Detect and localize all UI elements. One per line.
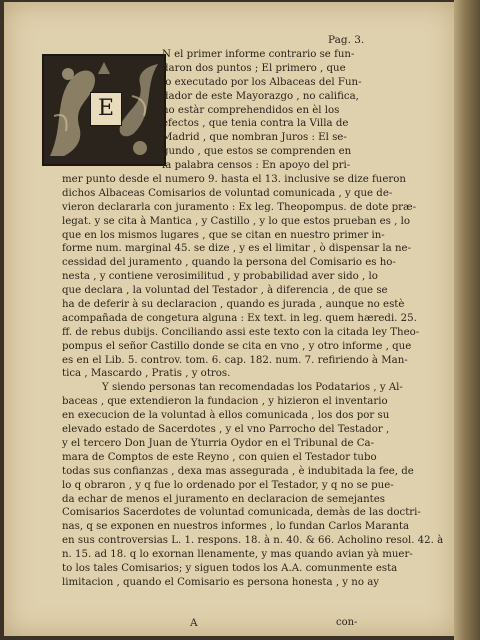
text-line: dador de este Mayorazgo , no califica, xyxy=(162,90,359,102)
text-line: N el primer informe contrario se fun- xyxy=(162,49,355,60)
text-line: en sus controversias L. 1. respons. 18. à n. 40. & 66. Acholino resol. 42. à xyxy=(62,535,444,547)
text-line: es en el Lib. 5. controv. tom. 6. cap. 182. num. 7. refiriendo à Man- xyxy=(62,354,408,366)
text-line: acompañada de congetura alguna : Ex text. in leg. quem hæredi. 25. xyxy=(62,312,417,324)
text-line: baceas , que extendieron la fundacion , y hizieron el inventario xyxy=(62,396,388,408)
text-line: cessidad del juramento , quando la persona del Comisario es ho- xyxy=(62,257,396,269)
text-line: ff. de rebus dubijs. Conciliando assi este texto con la citada ley Theo- xyxy=(62,326,420,338)
text-line: tica , Mascardo , Pratis , y otros. xyxy=(62,368,231,380)
text-line: legat. y se cita à Mantica , y Castillo , y lo que estos prueban es , lo xyxy=(62,215,411,227)
page-number: Pag. 3. xyxy=(328,34,365,46)
text-line: gundo , que estos se comprenden en xyxy=(162,146,352,158)
text-line: la palabra censos : En apoyo del pri- xyxy=(162,160,351,172)
text-line: efectos , que tenia contra la Villa de xyxy=(162,118,349,130)
text-line: to los tales Comisarios; y siguen todos los A.A. comunmente esta xyxy=(62,562,398,574)
text-line: Madrid , que nombran Juros : El se- xyxy=(162,132,347,144)
text-line: ha de deferir à su declaracion , quando es jurada , aunque no estè xyxy=(62,299,405,311)
text-line: pompus el señor Castillo donde se cita en vno , y otro informe , que xyxy=(62,340,412,352)
text-line: elevado estado de Sacerdotes , y el vno Parrocho del Testador , xyxy=(62,424,390,436)
text-line: y el tercero Don Juan de Yturria Oydor en el Tribunal de Ca- xyxy=(62,437,375,449)
text-line: que en los mismos lugares , que se citan en nuestro primer in- xyxy=(62,229,385,241)
page-edge xyxy=(454,0,480,640)
text-line: limitacion , quando el Comisario es persona honesta , y no ay xyxy=(62,576,380,588)
initial-letter: E xyxy=(90,92,122,126)
text-line: no estàr comprehendidos en èl los xyxy=(162,104,340,116)
text-line: mara de Comptos de este Reyno , con quien el Testador tubo xyxy=(62,451,377,463)
text-line: Y siendo personas tan recomendadas los Podatarios , y Al- xyxy=(102,382,403,394)
text-line: en execucion de la voluntad à ellos comunicada , los dos por su xyxy=(62,410,390,422)
text-line: nas, q se exponen en nuestros informes , lo fundan Carlos Maranta xyxy=(62,521,410,533)
text-line: lo q obraron , y q fue lo ordenado por el Testador, y q no se pue- xyxy=(62,479,394,491)
text-line: da echar de menos el juramento en declaracion de semejantes xyxy=(62,493,385,505)
text-line: todas sus confianzas , dexa mas assegurada , è indubitada la fee, de xyxy=(62,465,414,477)
text-line: n. 15. ad 18. q lo exornan llenamente, y mas quando avian yà muer- xyxy=(62,549,413,561)
signature-mark: A xyxy=(190,617,198,629)
text-line: mer punto desde el numero 9. hasta el 13. inclusive se dize fueron xyxy=(62,174,406,186)
text-line: vieron declararla con juramento : Ex leg. Theopompus. de dote præ- xyxy=(62,201,417,213)
text-line: forme num. marginal 45. se dize , y es el limitar , ò dispensar la ne- xyxy=(62,243,412,255)
text-line: daron dos puntos ; El primero , que xyxy=(162,62,346,74)
text-line: nesta , y contiene verosimilitud , y probabilidad aver sido , lo xyxy=(62,271,378,283)
catchword: con- xyxy=(336,617,358,628)
text-line: dichos Albaceas Comisarios de voluntad comunicada , y que de- xyxy=(62,187,393,199)
body-text xyxy=(62,48,444,590)
text-line: que declara , la voluntad del Testador , à diferencia , de que se xyxy=(62,285,388,297)
text-line: lo executado por los Albaceas del Fun- xyxy=(162,76,362,88)
text-line: Comisarios Sacerdotes de voluntad comunicada, demàs de las doctri- xyxy=(62,507,421,519)
